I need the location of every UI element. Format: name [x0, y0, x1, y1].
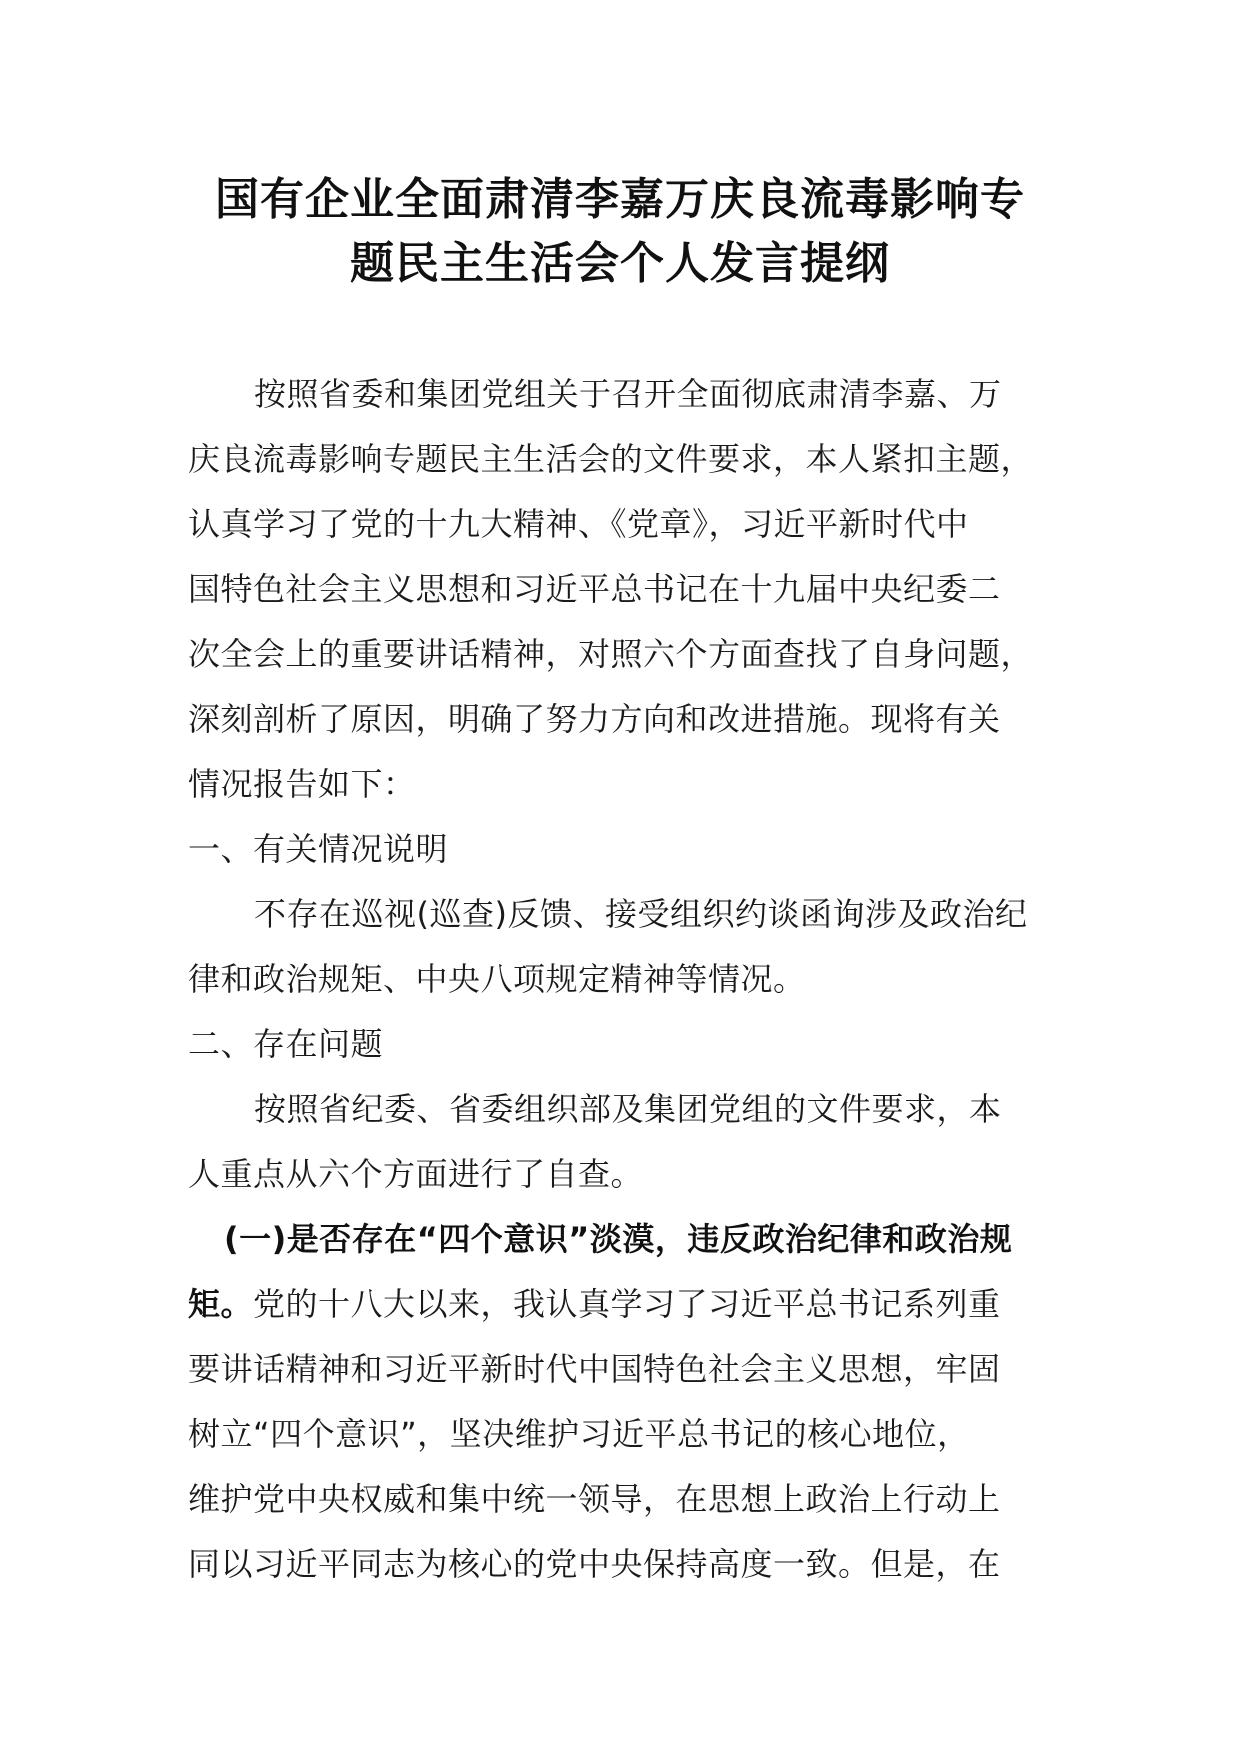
subsection-heading-end: 矩。 — [188, 1285, 254, 1323]
paragraph-line: 不存在巡视(巡查)反馈、接受组织约谈函询涉及政治纪 — [254, 895, 1028, 933]
paragraph-line: 情况报告如下： — [188, 765, 416, 803]
paragraph-line: 树立“四个意识”，坚决维护习近平总书记的核心地位， — [188, 1415, 970, 1453]
paragraph-line: 认真学习了党的十九大精神、《党章》，习近平新时代中 — [188, 505, 969, 543]
section-heading: 一、有关情况说明 — [188, 830, 449, 868]
paragraph-line: 庆良流毒影响专题民主生活会的文件要求，本人紧扣主题， — [188, 440, 1034, 478]
paragraph-line: 维护党中央权威和集中统一领导，在思想上政治上行动上 — [188, 1480, 1001, 1518]
paragraph-line: 同以习近平同志为核心的党中央保持高度一致。但是，在 — [188, 1545, 1001, 1583]
section-heading: 二、存在问题 — [188, 1025, 384, 1063]
document-title — [160, 168, 1080, 296]
paragraph-line: 律和政治规矩、中央八项规定精神等情况。 — [188, 960, 806, 998]
paragraph-line: 人重点从六个方面进行了自查。 — [188, 1155, 644, 1193]
title-line: 题民主生活会个人发言提纲 — [350, 238, 890, 289]
title-line: 国有企业全面肃清李嘉万庆良流毒影响专 — [215, 174, 1025, 225]
paragraph-line — [188, 1272, 1058, 1337]
paragraph-line: 国特色社会主义思想和习近平总书记在十九届中央纪委二 — [188, 570, 1001, 608]
document-body — [188, 362, 1058, 1597]
paragraph-line: 按照省委和集团党组关于召开全面彻底肃清李嘉、万 — [254, 375, 1002, 413]
paragraph-line: 要讲话精神和习近平新时代中国特色社会主义思想，牢固 — [188, 1350, 1001, 1388]
subsection-heading: (一)是否存在“四个意识”淡漠，违反政治纪律和政治规 — [224, 1220, 1013, 1258]
paragraph-line: 深刻剖析了原因，明确了努力方向和改进措施。现将有关 — [188, 700, 1001, 738]
paragraph-line: 次全会上的重要讲话精神，对照六个方面查找了自身问题， — [188, 635, 1034, 673]
paragraph-line: 按照省纪委、省委组织部及集团党组的文件要求，本 — [254, 1090, 1002, 1128]
paragraph-text: 党的十八大以来，我认真学习了习近平总书记系列重 — [253, 1285, 1001, 1323]
